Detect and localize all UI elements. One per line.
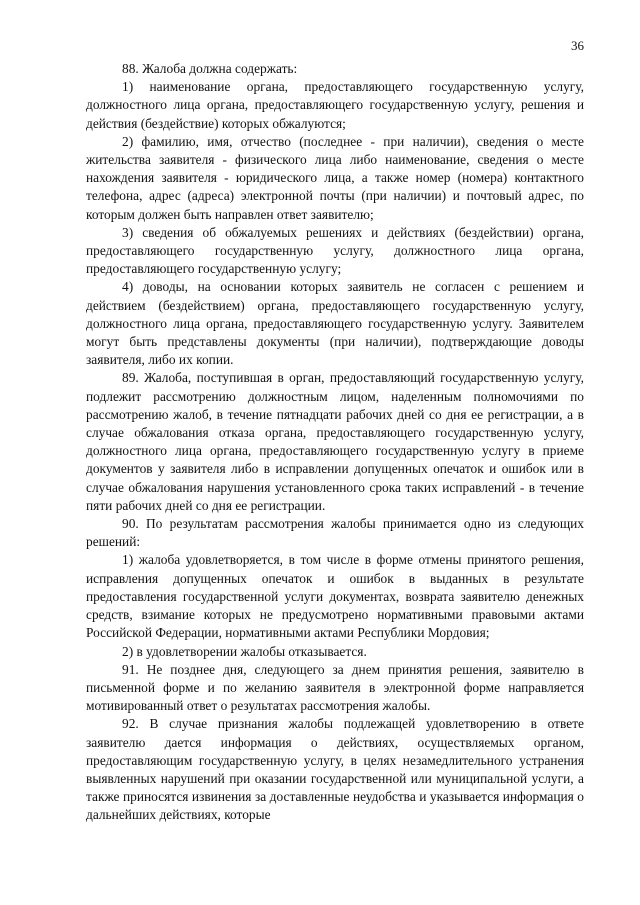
paragraph-88-item-2: 2) фамилию, имя, отчество (последнее - при наличии), сведения о месте жительства заявителя - физического лица либо наименование, сведения о месте нахождения заявителя - юридического лица, а также номер (номера) контактного телефона, адрес (адреса) электронной почты (при наличии) и почтовый адрес, по которым должен быть направлен ответ заявителю; <box>86 133 584 222</box>
paragraph-88-item-1: 1) наименование органа, предоставляющего государственную услугу, должностного лица органа, предоставляющего государственную услугу, решения и действия (бездействие) которых обжалуются; <box>86 79 584 131</box>
paragraph-90-item-2: 2) в удовлетворении жалобы отказывается. <box>122 643 367 659</box>
paragraph-92: 92. В случае признания жалобы подлежащей удовлетворению в ответе заявителю дается информация о действиях, осуществляемых органом, предоставляющим государственную услугу, в целях незамедлительного устранения выявленных нарушений при оказании государственной или муниципальной услуги, а также приносятся извинения за доставленные неудобства и указывается информация о дальнейших действиях, которые <box>86 716 584 823</box>
paragraph-89: 89. Жалоба, поступившая в орган, предоставляющий государственную услугу, подлежит рассмотрению должностным лицом, наделенным полномочиями по рассмотрению жалоб, в течение пятнадцати рабочих дней со дня ее регистрации, а в случае обжалования отказа органа, предоставляющего государственную услугу, должностного лица органа, предоставляющего государственную услугу в приеме документов у заявителя либо в исправлении допущенных опечаток и ошибок или в случае обжалования нарушения установленного срока таких исправлений - в течение пяти рабочих дней со дня ее регистрации. <box>86 370 584 513</box>
paragraph-91: 91. Не позднее дня, следующего за днем принятия решения, заявителю в письменной форме и по желанию заявителя в электронной форме направляется мотивированный ответ о результатах рассмотрения жалобы. <box>86 661 584 714</box>
page-number: 36 <box>571 38 584 53</box>
paragraph-90-heading: 90. По результатам рассмотрения жалобы принимается одно из следующих решений: <box>86 516 584 550</box>
paragraph-88-item-4: 4) доводы, на основании которых заявитель не согласен с решением и действием (бездействием) органа, предоставляющего государственную услугу, должностного лица органа, предоставляющего государственную услугу. Заявителем могут быть представлены документы (при наличии), подтверждающие доводы заявителя, либо их копии. <box>86 279 584 368</box>
paragraph-90-item-1: 1) жалоба удовлетворяется, в том числе в форме отмены принятого решения, исправления допущенных опечаток и ошибок в выданных в результате предоставления государственной услуги документах, возврата заявителю денежных средств, взимание которых не предусмотрено нормативными правовыми актами Российской Федерации, нормативными актами Республики Мордовия; <box>86 552 584 641</box>
paragraph-88-heading: 88. Жалоба должна содержать: <box>122 61 298 76</box>
document-body <box>86 60 584 825</box>
paragraph-88-item-3: 3) сведения об обжалуемых решениях и действиях (бездействии) органа, предоставляющего государственную услугу, должностного лица органа, предоставляющего государственную услугу; <box>86 224 584 277</box>
